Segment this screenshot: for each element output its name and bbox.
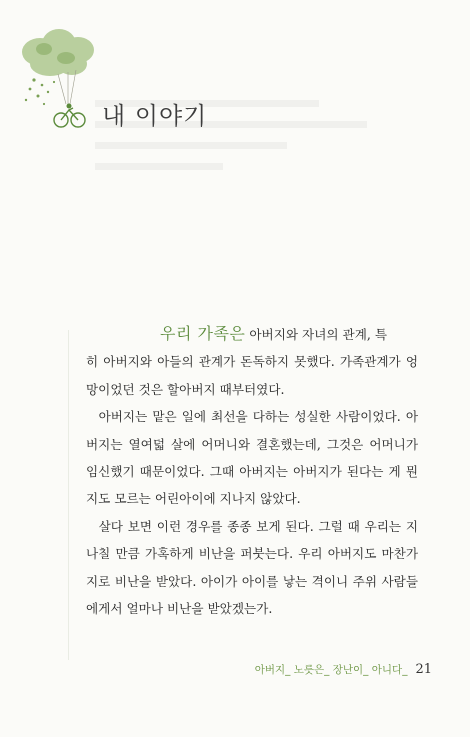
margin-rule bbox=[68, 330, 69, 660]
first-line-text: 아버지와 자녀의 관계, 특 bbox=[245, 327, 388, 342]
paragraph-2: 아버지는 맡은 일에 최선을 다하는 성실한 사람이었다. 아버지는 열여덟 살에 어머니와 결혼했는데, 그것은 어머니가 임신했기 때문이었다. 그때 아버지는 아버지가 된다는 게 뭔지도 모르는 어린아이에 지나지 않았다. bbox=[86, 409, 418, 507]
paragraph-3: 살다 보면 이런 경우를 종종 보게 된다. 그럴 때 우리는 지나칠 만큼 가혹하게 비난을 퍼붓는다. 우리 아버지도 마찬가지로 비난을 받았다. 아이가 아이를 낳는 격이니 주위 사람들에게서 얼마나 비난을 받았겠는가. bbox=[86, 518, 418, 617]
lead-phrase: 우리 가족은 bbox=[160, 324, 246, 343]
paragraph-1 bbox=[86, 320, 418, 403]
chapter-title: 내 이야기 bbox=[102, 102, 208, 130]
page-number: 21 bbox=[415, 662, 432, 677]
running-footer bbox=[255, 662, 432, 677]
body-text bbox=[86, 320, 418, 622]
book-title: 아버지_ 노릇은_ 장난이_ 아니다_ bbox=[254, 664, 408, 676]
paragraph-1-rest: 히 아버지와 아들의 관계가 돈독하지 못했다. 가족관계가 엉망이었던 것은 할아버지 때부터였다. bbox=[86, 354, 418, 397]
